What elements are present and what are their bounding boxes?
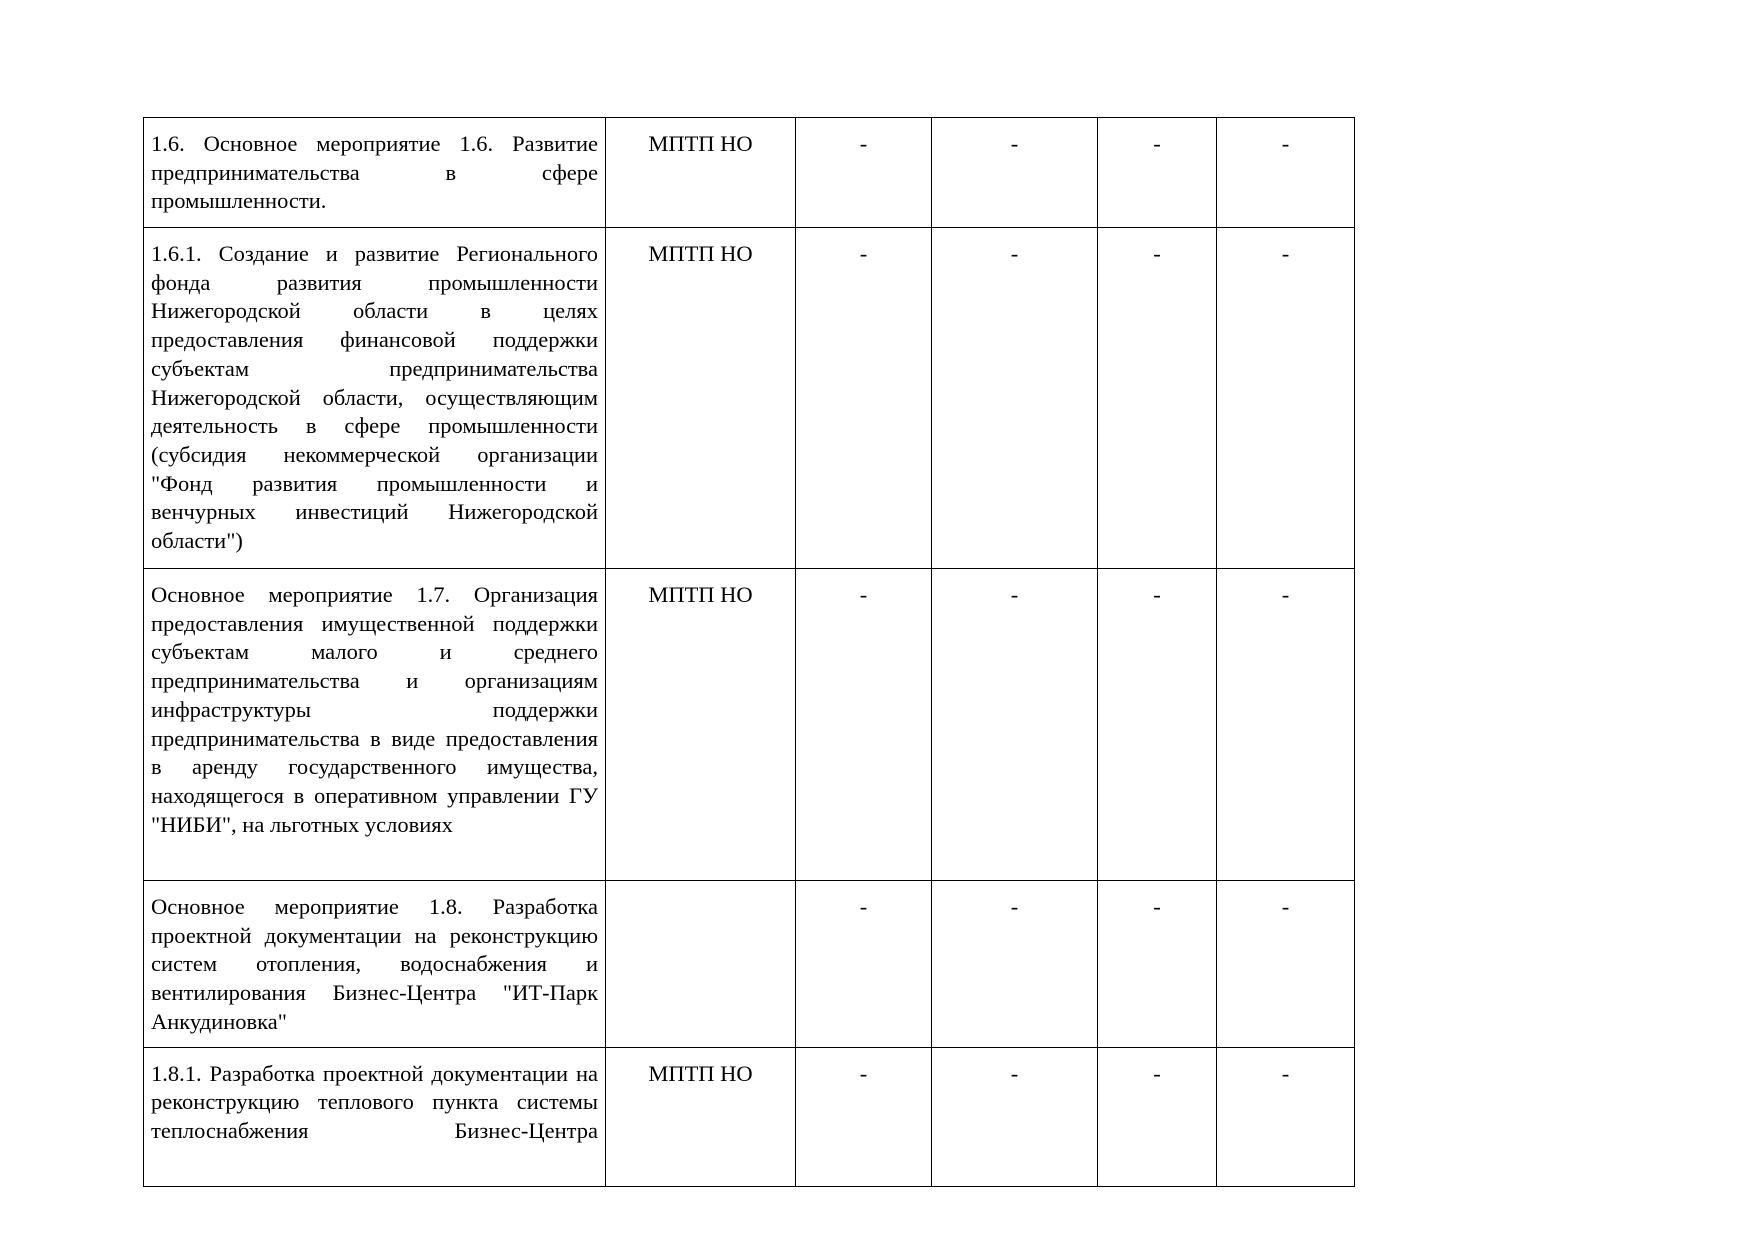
table-row	[144, 118, 1355, 228]
value-cell: -	[1098, 569, 1217, 881]
value-cell: -	[1217, 1047, 1355, 1186]
table-row	[144, 881, 1355, 1048]
value-cell: -	[1098, 881, 1217, 1048]
activity-title: 1.6.1. Создание и развитие Регионального фонда развития промышленности Нижегородской области в целях предоставления финансовой поддержки субъектам предпринимательства Нижегородской области, осуществляющим деятельность в сфере промышленности (субсидия некоммерческой организации "Фонд развития промышленности и венчурных инвестиций Нижегородской области")	[144, 228, 606, 569]
activity-title: 1.8.1. Разработка проектной документации на реконструкцию теплового пункта системы теплоснабжения Бизнес-Центра	[151, 1060, 598, 1143]
value-cell: -	[796, 881, 932, 1048]
table-row	[144, 569, 1355, 881]
value-cell: -	[1217, 118, 1355, 228]
executor-cell: МПТП НО	[606, 569, 796, 881]
value-cell: -	[932, 1047, 1098, 1186]
executor-cell: МПТП НО	[606, 118, 796, 228]
value-cell: -	[796, 228, 932, 569]
executor-cell: МПТП НО	[606, 1047, 796, 1186]
value-cell: -	[796, 569, 932, 881]
value-cell: -	[932, 118, 1098, 228]
activity-title: Основное мероприятие 1.7. Организация предоставления имущественной поддержки субъектам малого и среднего предпринимательства и организациям инфраструктуры поддержки предпринимательства в виде предоставления в аренду государственного имущества, находящегося в оперативном управлении ГУ "НИБИ", на льготных условиях	[144, 569, 606, 881]
value-cell: -	[1217, 881, 1355, 1048]
value-cell: -	[1098, 118, 1217, 228]
value-cell: -	[1098, 1047, 1217, 1186]
value-cell: -	[932, 569, 1098, 881]
table-row	[144, 1047, 1355, 1186]
value-cell: -	[1217, 228, 1355, 569]
value-cell: -	[932, 228, 1098, 569]
activity-title: 1.6. Основное мероприятие 1.6. Развитие предпринимательства в сфере промышленности.	[144, 118, 606, 228]
value-cell: -	[1098, 228, 1217, 569]
executor-cell: МПТП НО	[606, 228, 796, 569]
value-cell: -	[932, 881, 1098, 1048]
value-cell: -	[1217, 569, 1355, 881]
table-row	[144, 228, 1355, 569]
value-cell: -	[796, 1047, 932, 1186]
activity-title-cell	[144, 1047, 606, 1186]
activities-table	[143, 117, 1355, 1187]
value-cell: -	[796, 118, 932, 228]
activity-title: Основное мероприятие 1.8. Разработка проектной документации на реконструкцию систем отопления, водоснабжения и вентилирования Бизнес-Центра "ИТ-Парк Анкудиновка"	[144, 881, 606, 1048]
executor-cell	[606, 881, 796, 1048]
